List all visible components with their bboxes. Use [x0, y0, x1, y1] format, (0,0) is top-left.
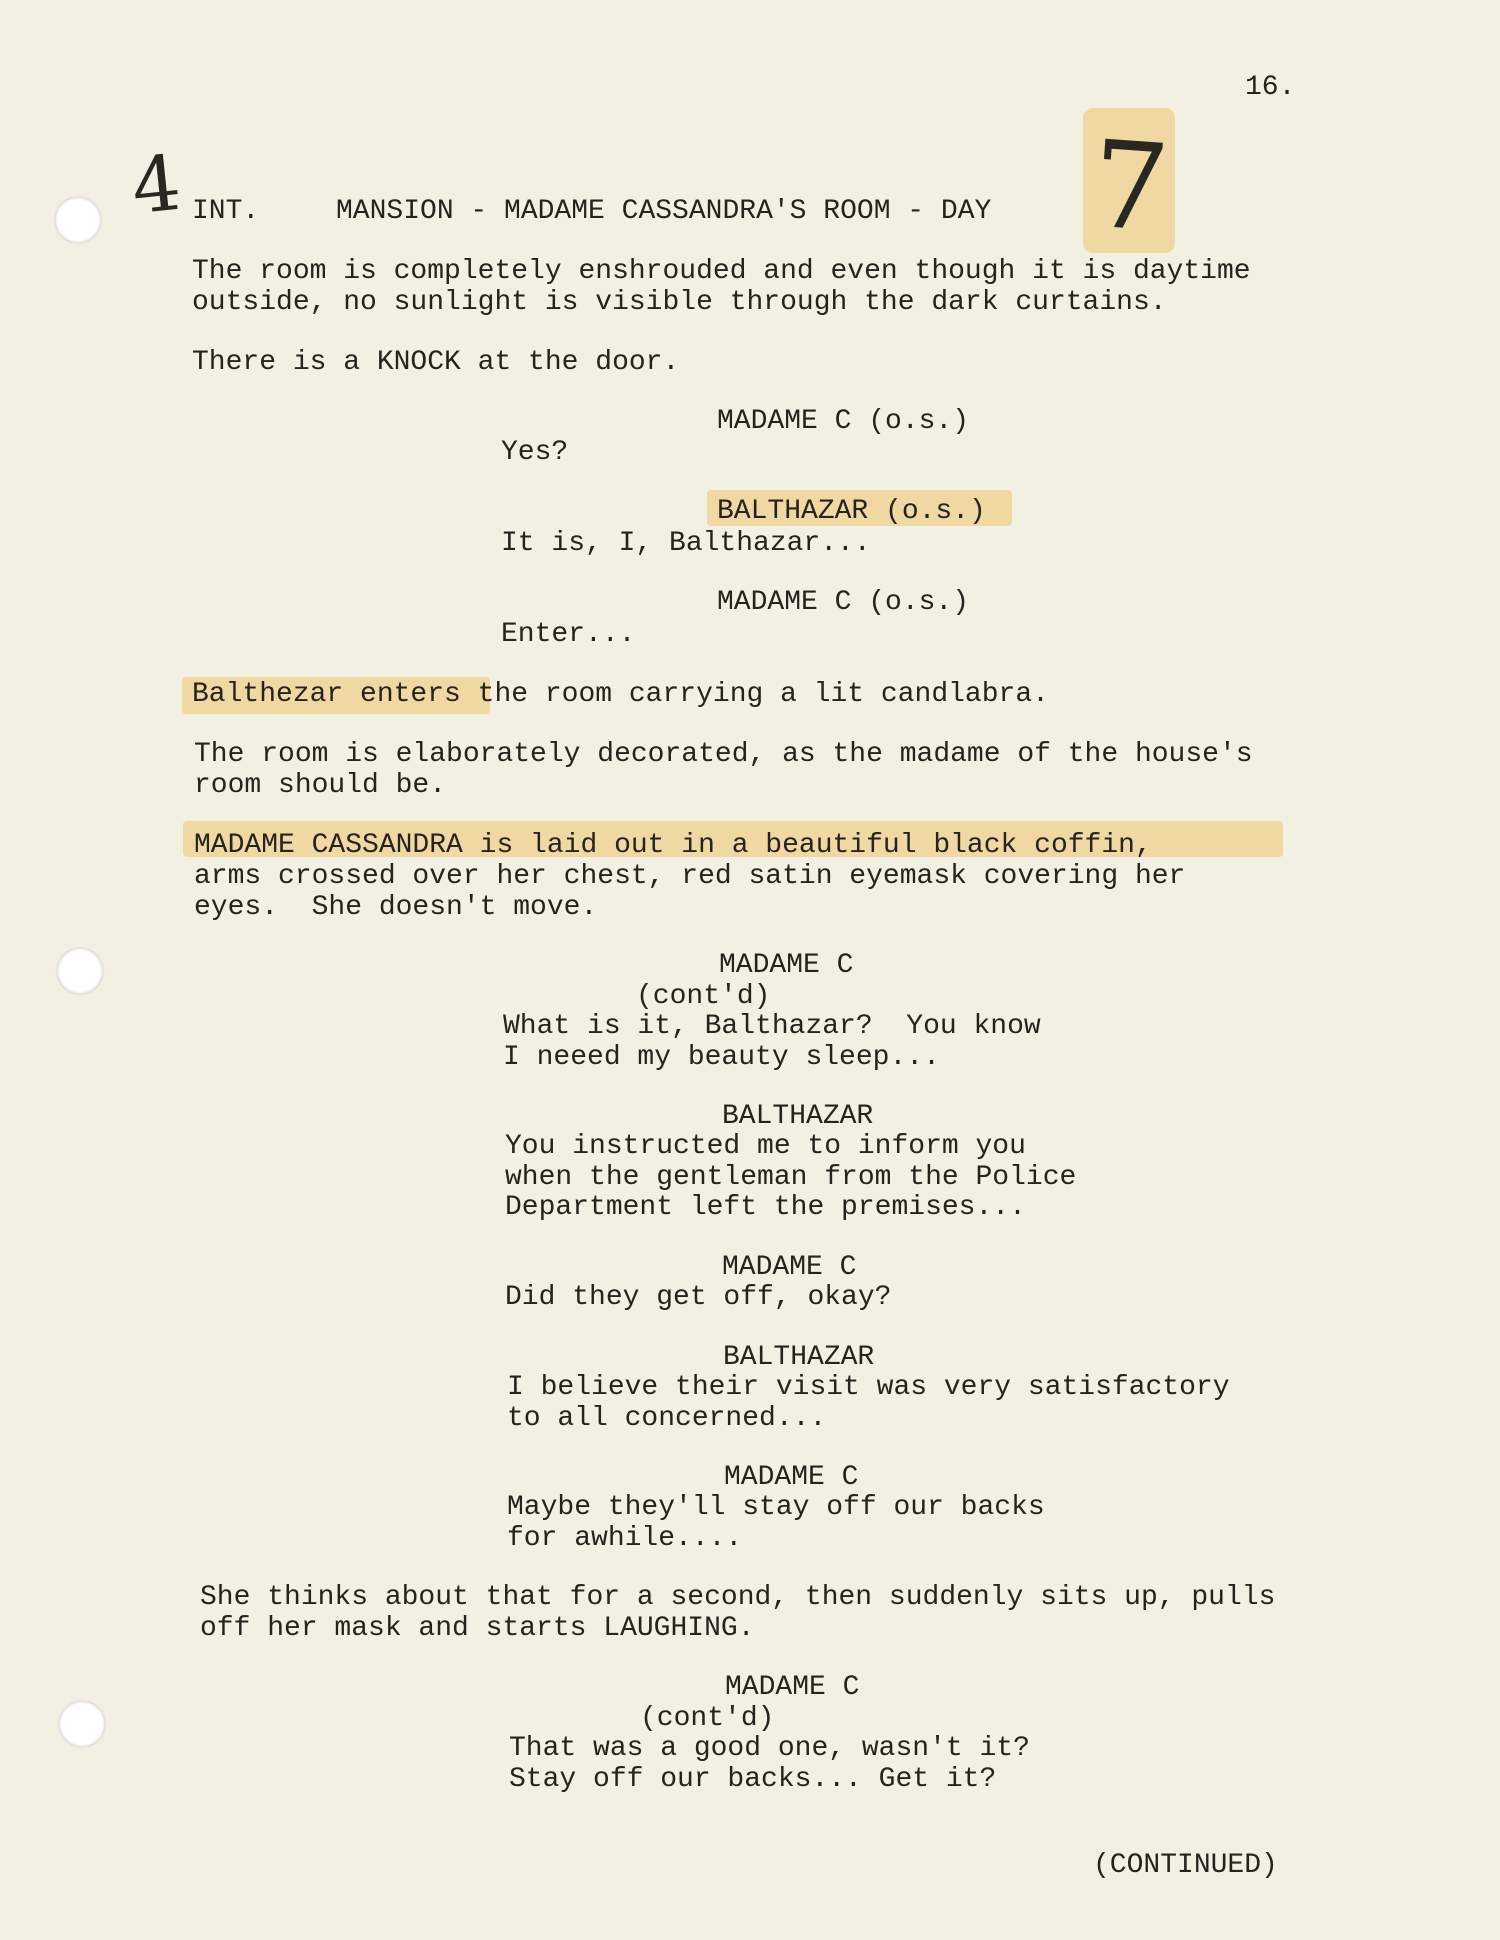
character-cue: MADAME C (o.s.) [717, 587, 970, 618]
character-cue: MADAME C [719, 950, 854, 981]
dialogue-line: Did they get off, okay? [505, 1282, 892, 1313]
handwritten-scene-number-right: 7 [1087, 115, 1174, 260]
action-line: arms crossed over her chest, red satin eyemask covering her [194, 861, 1186, 892]
dialogue-line: What is it, Balthazar? You know [503, 1011, 1041, 1042]
dialogue-line: It is, I, Balthazar... [501, 528, 871, 559]
action-line: off her mask and starts LAUGHING. [200, 1613, 755, 1644]
handwritten-scene-number-left: 4 [127, 137, 185, 232]
parenthetical: (cont'd) [636, 981, 771, 1012]
action-line: She thinks about that for a second, then suddenly sits up, pulls [200, 1582, 1276, 1613]
punch-hole-middle [57, 948, 103, 994]
action-line: The room is completely enshrouded and even though it is daytime [192, 256, 1251, 287]
character-cue: BALTHAZAR [723, 1342, 875, 1373]
page-number: 16. [1245, 72, 1296, 103]
dialogue-line: Yes? [501, 437, 569, 468]
action-line: outside, no sunlight is visible through the dark curtains. [192, 287, 1167, 318]
character-cue: BALTHAZAR (o.s.) [717, 496, 986, 527]
dialogue-line: Stay off our backs... Get it? [509, 1764, 997, 1795]
dialogue-line: You instructed me to inform you [505, 1131, 1026, 1162]
dialogue-line: I neeed my beauty sleep... [503, 1042, 940, 1073]
dialogue-line: Enter... [501, 619, 636, 650]
action-line: eyes. She doesn't move. [194, 892, 598, 923]
scene-heading-int: INT. [192, 196, 260, 227]
dialogue-line: I believe their visit was very satisfactory [507, 1372, 1230, 1403]
action-line: The room is elaborately decorated, as the madame of the house's [194, 739, 1253, 770]
dialogue-line: to all concerned... [507, 1403, 827, 1434]
character-cue: BALTHAZAR [722, 1101, 874, 1132]
parenthetical: (cont'd) [640, 1703, 775, 1734]
character-cue: MADAME C [722, 1252, 857, 1283]
punch-hole-top [55, 197, 101, 243]
character-cue: MADAME C [725, 1672, 860, 1703]
character-cue: MADAME C (o.s.) [717, 406, 970, 437]
action-line: Balthezar enters the room carrying a lit candlabra. [192, 679, 1049, 710]
action-line: room should be. [194, 770, 447, 801]
punch-hole-bottom [59, 1701, 105, 1747]
character-cue: MADAME C [724, 1462, 859, 1493]
dialogue-line: That was a good one, wasn't it? [509, 1733, 1030, 1764]
dialogue-line: when the gentleman from the Police [505, 1162, 1077, 1193]
action-line: There is a KNOCK at the door. [192, 347, 680, 378]
dialogue-line: Maybe they'll stay off our backs [507, 1492, 1045, 1523]
action-line: MADAME CASSANDRA is laid out in a beautiful black coffin, [194, 830, 1152, 861]
dialogue-line: for awhile.... [507, 1523, 743, 1554]
scene-heading-location: MANSION - MADAME CASSANDRA'S ROOM - DAY [336, 196, 992, 227]
continued-marker: (CONTINUED) [1093, 1850, 1278, 1881]
dialogue-line: Department left the premises... [505, 1192, 1026, 1223]
